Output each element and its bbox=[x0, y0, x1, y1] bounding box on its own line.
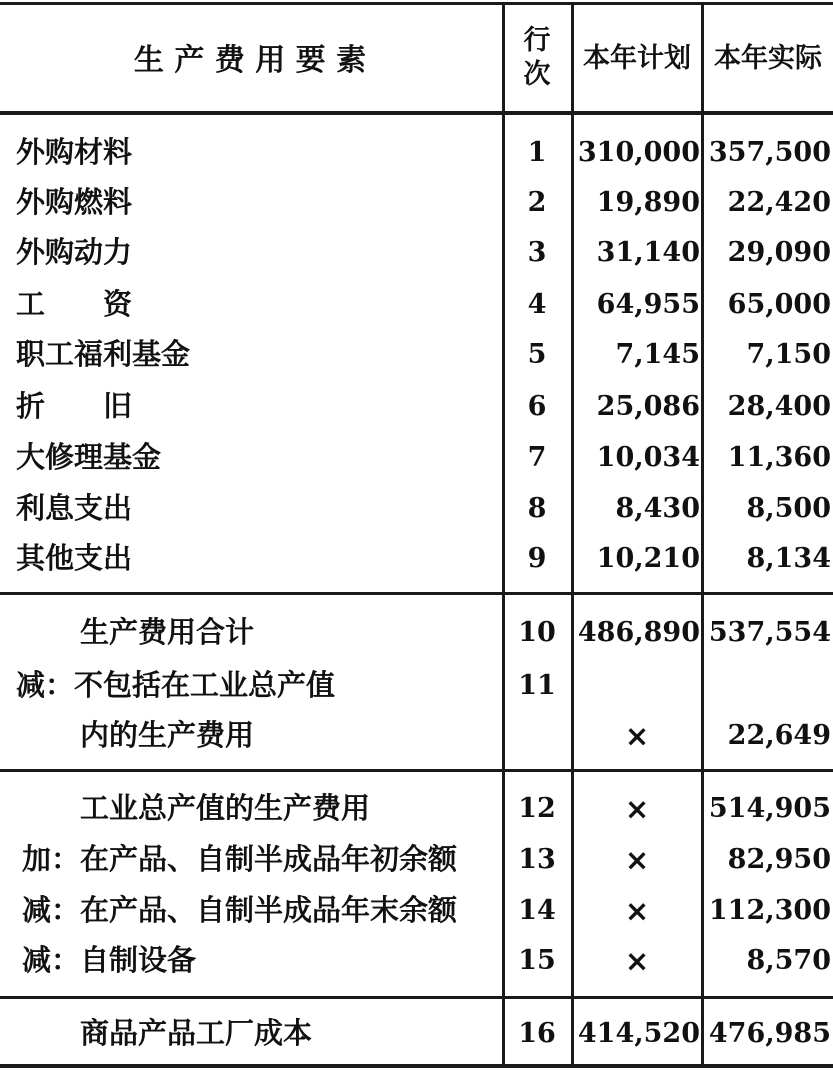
header-actual: 本年实际 bbox=[714, 43, 822, 74]
section-rule-1 bbox=[0, 592, 833, 595]
row-label-add: 加：在产品、自制半成品年初余额 bbox=[22, 842, 458, 876]
row-actual: 514,905 bbox=[708, 793, 831, 824]
header-line-no-bottom: 次 bbox=[523, 59, 551, 90]
row-plan: 7,145 bbox=[615, 339, 700, 370]
bottom-rule bbox=[0, 1064, 833, 1068]
row-plan-cross: × bbox=[624, 719, 650, 753]
row-line-no: 15 bbox=[518, 945, 556, 976]
row-label: 利息支出 bbox=[16, 491, 133, 525]
row-line-no: 4 bbox=[527, 289, 547, 320]
row-actual: 537,554 bbox=[708, 617, 831, 648]
section-rule-3 bbox=[0, 996, 833, 999]
row-label: 折 旧 bbox=[16, 389, 133, 423]
row-plan: 19,890 bbox=[596, 187, 700, 218]
row-line-no: 10 bbox=[518, 617, 556, 648]
row-actual: 22,420 bbox=[727, 187, 831, 218]
row-line-no: 7 bbox=[527, 442, 547, 473]
row-line-no: 6 bbox=[527, 391, 547, 422]
row-line-no: 1 bbox=[527, 137, 547, 168]
row-actual: 476,985 bbox=[708, 1018, 831, 1049]
header-element: 生 产 费 用 要 素 bbox=[133, 43, 367, 78]
row-actual: 29,090 bbox=[727, 237, 831, 268]
row-actual: 8,500 bbox=[746, 493, 831, 524]
row-line-no: 9 bbox=[527, 543, 547, 574]
row-plan: 25,086 bbox=[596, 391, 700, 422]
row-label-deduct: 减：在产品、自制半成品年末余额 bbox=[22, 893, 458, 927]
row-label-deduct: 减：不包括在工业总产值 bbox=[16, 668, 336, 702]
row-plan: 310,000 bbox=[577, 137, 700, 168]
row-label-subtotal: 工业总产值的生产费用 bbox=[80, 791, 371, 825]
row-label: 职工福利基金 bbox=[16, 337, 191, 371]
header-line-no-top: 行 bbox=[523, 25, 551, 56]
row-plan-cross: × bbox=[624, 792, 650, 826]
row-label: 工 资 bbox=[16, 287, 133, 321]
row-plan-cross: × bbox=[624, 843, 650, 877]
row-line-no: 12 bbox=[518, 793, 556, 824]
row-actual: 22,649 bbox=[727, 720, 831, 751]
row-actual: 112,300 bbox=[708, 895, 831, 926]
header-rule bbox=[0, 111, 833, 115]
row-label: 大修理基金 bbox=[16, 440, 162, 474]
section-rule-2 bbox=[0, 769, 833, 772]
row-line-no: 16 bbox=[518, 1018, 556, 1049]
row-plan: 64,955 bbox=[596, 289, 700, 320]
top-rule bbox=[0, 2, 833, 5]
row-plan-cross: × bbox=[624, 944, 650, 978]
row-label: 外购动力 bbox=[16, 235, 133, 269]
row-plan: 8,430 bbox=[615, 493, 700, 524]
row-actual: 82,950 bbox=[727, 844, 831, 875]
row-line-no: 2 bbox=[527, 187, 547, 218]
row-line-no: 8 bbox=[527, 493, 547, 524]
row-line-no: 3 bbox=[527, 237, 547, 268]
row-label-continued: 内的生产费用 bbox=[80, 718, 255, 752]
row-label-deduct: 减：自制设备 bbox=[22, 943, 197, 977]
row-label-total: 商品产品工厂成本 bbox=[80, 1016, 313, 1050]
row-plan: 10,034 bbox=[596, 442, 700, 473]
row-actual: 11,360 bbox=[727, 442, 831, 473]
row-label-subtotal: 生产费用合计 bbox=[80, 615, 255, 649]
row-plan: 414,520 bbox=[577, 1018, 700, 1049]
row-actual: 357,500 bbox=[708, 137, 831, 168]
row-label: 其他支出 bbox=[16, 541, 133, 575]
row-line-no: 5 bbox=[527, 339, 547, 370]
row-actual: 65,000 bbox=[727, 289, 831, 320]
row-label: 外购燃料 bbox=[16, 185, 133, 219]
row-line-no: 11 bbox=[518, 670, 556, 701]
row-actual: 7,150 bbox=[746, 339, 831, 370]
row-line-no: 13 bbox=[518, 844, 556, 875]
header-plan: 本年计划 bbox=[583, 43, 691, 74]
row-plan: 31,140 bbox=[596, 237, 700, 268]
row-line-no: 14 bbox=[518, 895, 556, 926]
row-plan-cross: × bbox=[624, 894, 650, 928]
row-actual: 8,134 bbox=[746, 543, 831, 574]
row-actual: 8,570 bbox=[746, 945, 831, 976]
row-label: 外购材料 bbox=[16, 135, 133, 169]
row-plan: 10,210 bbox=[596, 543, 700, 574]
row-actual: 28,400 bbox=[727, 391, 831, 422]
row-plan: 486,890 bbox=[577, 617, 700, 648]
